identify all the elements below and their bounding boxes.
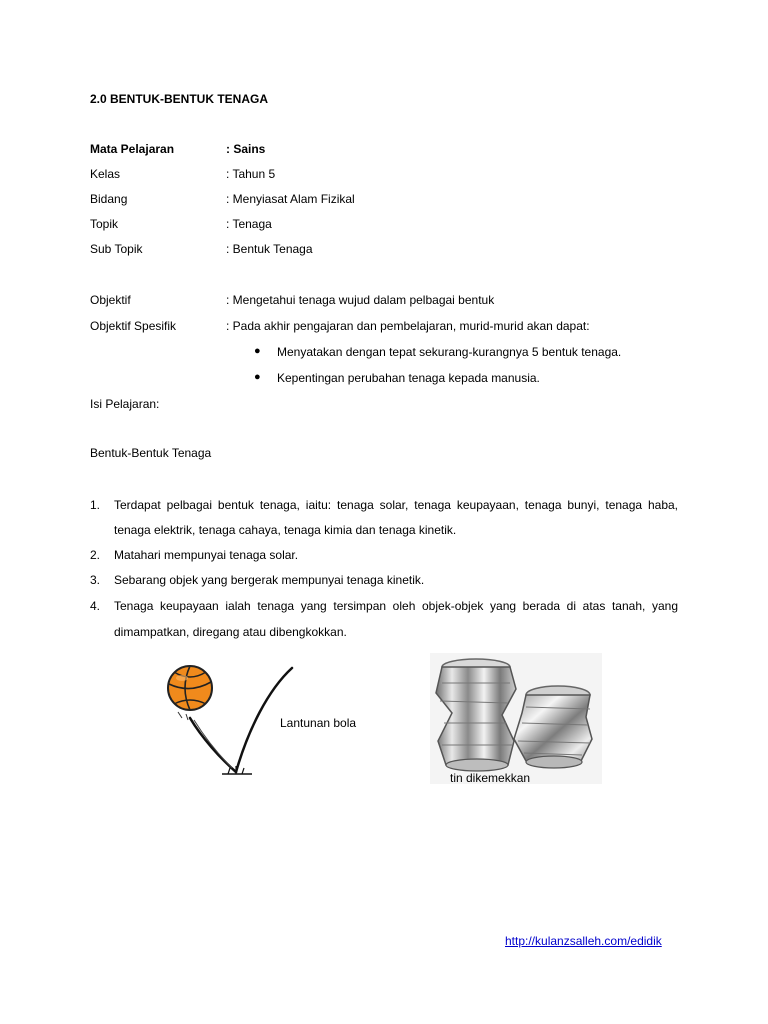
meta-value-subject: : Sains [226,142,266,156]
footer-link[interactable]: http://kulanzsalleh.com/edidik [505,934,662,948]
specific-objective-label: Objektif Spesifik [90,319,177,333]
meta-label-subject: Mata Pelajaran [90,142,175,156]
meta-value-class: : Tahun 5 [226,167,276,181]
list-item-line: dimampatkan, diregang atau dibengkokkan. [114,625,347,639]
meta-label-topic: Topik [90,217,119,231]
meta-label-subtopic: Sub Topik [90,242,143,256]
list-number: 2. [90,548,101,562]
meta-value-field: : Menyiasat Alam Fizikal [226,192,355,206]
section-title: Bentuk-Bentuk Tenaga [90,446,212,460]
meta-label-class: Kelas [90,167,121,181]
bouncing-ball-illustration [160,660,300,782]
crushed-can-icon [514,686,592,768]
ball-caption: Lantunan bola [280,716,357,730]
specific-objective-value: : Pada akhir pengajaran dan pembelajaran, murid-murid akan dapat: [226,319,590,333]
objective-value: : Mengetahui tenaga wujud dalam pelbagai bentuk [226,293,495,307]
lesson-content-label: Isi Pelajaran: [90,397,160,411]
list-item-line: Matahari mempunyai tenaga solar. [114,548,299,562]
bullet-item: Menyatakan dengan tepat sekurang-kurangnya 5 bentuk tenaga. [277,345,622,359]
list-number: 4. [90,599,101,613]
list-item-line: Terdapat pelbagai bentuk tenaga, iaitu: tenaga solar, tenaga keupayaan, tenaga bunyi, tenaga haba, [114,498,678,512]
list-item-line: tenaga elektrik, tenaga cahaya, tenaga kimia dan tenaga kinetik. [114,523,457,537]
bullet-item: Kepentingan perubahan tenaga kepada manusia. [277,371,540,385]
objective-label: Objektif [90,293,131,307]
meta-label-field: Bidang [90,192,128,206]
list-item-line: Sebarang objek yang bergerak mempunyai tenaga kinetik. [114,573,425,587]
bullet-icon: ● [254,345,261,357]
list-item-line: Tenaga keupayaan ialah tenaga yang tersimpan oleh objek-objek yang berada di atas tanah, yang [114,599,678,613]
bullet-icon: ● [254,371,261,383]
basketball-icon [168,666,212,710]
crushed-cans-illustration [430,653,602,784]
list-number: 1. [90,498,101,512]
meta-value-subtopic: : Bentuk Tenaga [226,242,313,256]
page-title: 2.0 BENTUK-BENTUK TENAGA [90,92,269,106]
meta-value-topic: : Tenaga [226,217,272,231]
can-caption: tin dikemekkan [450,771,531,785]
list-number: 3. [90,573,101,587]
